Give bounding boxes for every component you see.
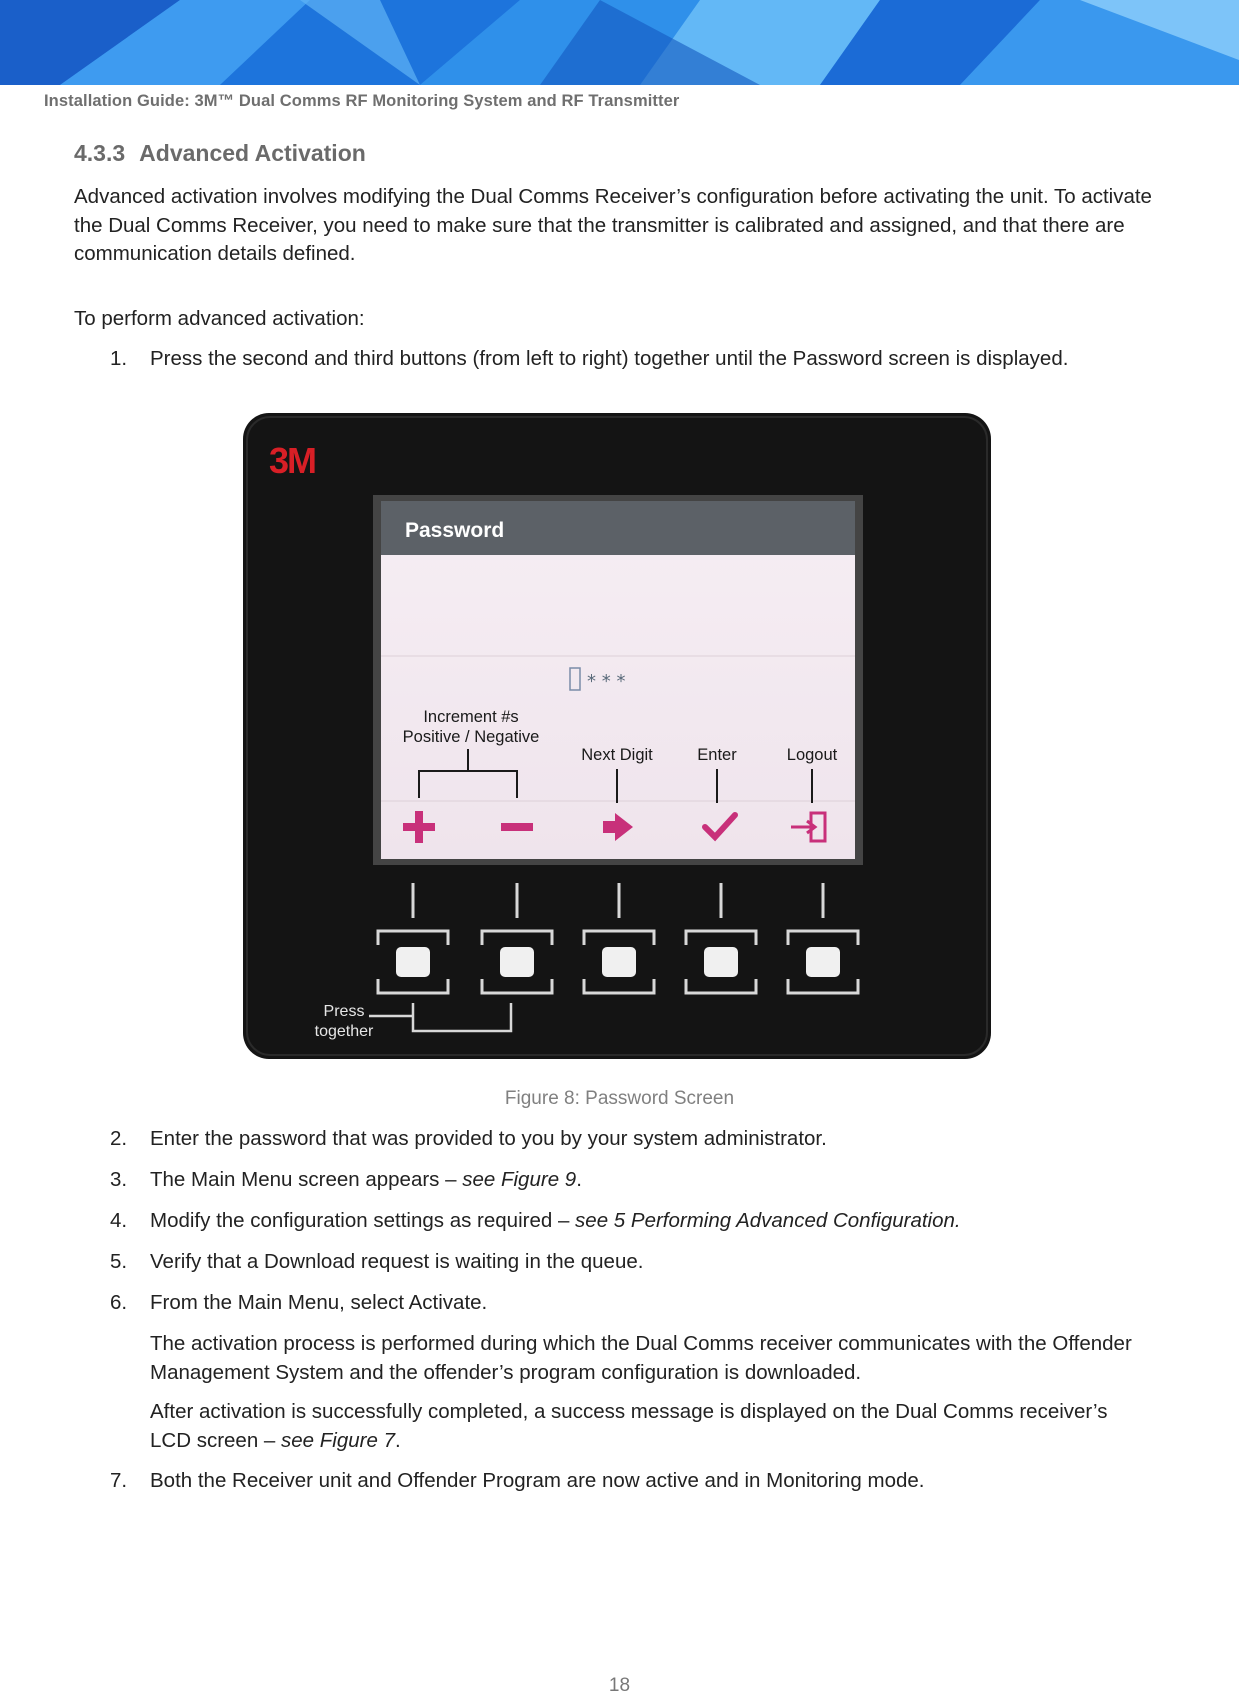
intro-paragraph: Advanced activation involves modifying the Dual Comms Receiver’s configuration before activating the unit. To activate the Dual Comms Receiver, you need to make sure that the transmitter is calibrated and assigned, and that there are communication details defined. (74, 185, 1152, 265)
step-number: 3. (110, 1168, 128, 1191)
step-text: Verify that a Download request is waiting in the queue. (150, 1250, 644, 1273)
step-text: Both the Receiver unit and Offender Program are now active and in Monitoring mode. (150, 1469, 925, 1492)
step-number: 6. (110, 1291, 128, 1314)
step-6-note-1: The activation process is performed during which the Dual Comms receiver communicates with the Offender Management System and the offender’s program configuration is downloaded. (150, 1332, 1132, 1384)
step-number: 1. (110, 347, 128, 370)
step-text: From the Main Menu, select Activate. (150, 1291, 488, 1314)
section-title: Advanced Activation (139, 140, 366, 166)
banner-graphic (0, 0, 1239, 85)
device-image (243, 413, 993, 1059)
step-number: 4. (110, 1209, 128, 1232)
document-header-title: Installation Guide: 3M™ Dual Comms RF Monitoring System and RF Transmitter (44, 92, 680, 110)
section-number: 4.3.3 (74, 140, 126, 166)
step-number: 7. (110, 1469, 128, 1492)
password-mask: * * * (587, 671, 626, 692)
step-text: The Main Menu screen appears – see Figure 9. (150, 1168, 582, 1191)
step-text: Enter the password that was provided to you by your system administrator. (150, 1127, 827, 1150)
label-press: Press (323, 1003, 365, 1020)
minus-icon (501, 823, 533, 831)
label-logout: Logout (786, 746, 838, 764)
step-number: 2. (110, 1127, 128, 1150)
section-heading (74, 140, 366, 167)
password-screen-figure (243, 413, 993, 1059)
step-text: Modify the configuration settings as required – see 5 Performing Advanced Configuration. (150, 1209, 961, 1232)
header-banner (0, 0, 1239, 85)
label-increment-1: Increment #s (423, 708, 519, 726)
page-number: 18 (608, 1675, 631, 1696)
label-enter: Enter (697, 746, 737, 764)
label-increment-2: Positive / Negative (402, 728, 540, 746)
advanced-configuration-link[interactable]: see 5 Performing Advanced Configuration. (575, 1209, 961, 1232)
brand-logo: 3M (269, 440, 316, 481)
lead-paragraph: To perform advanced activation: (74, 307, 365, 330)
step-6-note-2: After activation is successfully completed, a success message is displayed on the Dual Comms receiver’s LCD screen – see Figure 7. (150, 1400, 1108, 1452)
lcd-title: Password (405, 519, 505, 542)
figure-caption: Figure 8: Password Screen (504, 1088, 735, 1109)
figure-7-link[interactable]: see Figure 7 (281, 1428, 395, 1452)
step-text: Press the second and third buttons (from left to right) together until the Password screen is displayed. (150, 347, 1069, 370)
step-number: 5. (110, 1250, 128, 1273)
figure-9-link[interactable]: see Figure 9 (462, 1168, 577, 1191)
label-together: together (314, 1023, 374, 1040)
label-next-digit: Next Digit (581, 746, 653, 764)
